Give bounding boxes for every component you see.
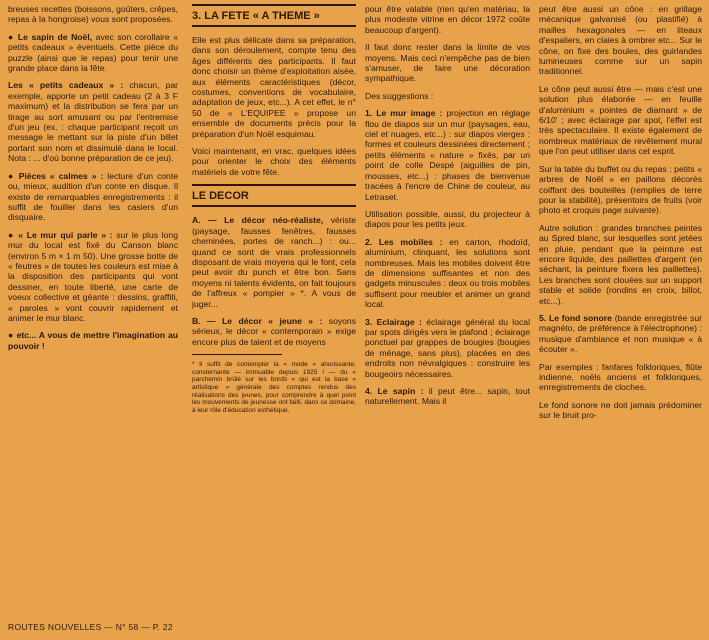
item-imagination: ● etc... A vous de mettre l'imagination au pouvoir ! <box>8 330 178 351</box>
paragraph: Le cône peut aussi être — mais c'est une solution plus élaborée — en feuille d'aluminium « pointes de diamant » de 6/10' ; avec éclairage par spot, l'effet est très spectaculaire. Il existe également de nombreux matériaux de revêtement mural que l'on peut utiliser dans cet esprit. <box>539 83 702 157</box>
paragraph: pour être valable (rien qu'en matériau, la plus modeste vitrine en décor 1972 coûte beaucoup d'argent). <box>365 4 530 35</box>
bullet-icon: ● <box>8 170 15 181</box>
paragraph: Par exemples : fanfares folkloriques, flûte indienne, noëls anciens et folkloriques, enregistrements de cloches. <box>539 361 702 393</box>
suggestion-4: 4. Le sapin : il peut être... sapin, tout naturellement. Mais il <box>365 386 530 407</box>
column-1 <box>8 4 178 358</box>
item-sapin: ● Le sapin de Noël, avec son corollaire « petits cadeaux » éventuels. Cette pièce du puzzle (ainsi que le repas) pour tenir une grande place dans la fête. <box>8 31 178 74</box>
item-mur-qui-parle: ● « Le mur qui parle » : sur le plus long mur du local est fixé du Canson blanc (environ 5 m × 1 m 50). Une grosse botte de « feutres » de toutes les couleurs est mise à la disposition des participants qui vont dessiner, en toute liberté, une carte de voeux collective et géante : dessins, graffiti, « paroles » vont couvrir rapidement et animer le mur blanc. <box>8 229 178 323</box>
suggestion-2: 2. Les mobiles : en carton, rhodoïd, aluminium, clinquant, les solutions sont nombreuses. Mais les mobiles doivent être de dimensions suffisantes et non des gadgets minuscules : deux ou trois mobiles suffisent pour meubler et animer un grand local. <box>365 236 530 310</box>
footnote-divider <box>192 354 282 355</box>
paragraph: breuses recettes (boissons, goûters, crêpes, repas à la hongroise) vous sont proposées. <box>8 4 178 25</box>
bullet-icon: ● <box>8 31 15 42</box>
column-4 <box>539 4 702 428</box>
item-cadeaux: Les « petits cadeaux » : chacun, par exemple, apporte un petit cadeau (2 à 3 F maximum) et la distribution se fera par un tirage au sort amusant ou par l'entremise d'un jeu (ex. : chaque participant reçoit un message le mettant sur la piste d'un billet portant son nom et dissimulé dans le local. Nota : ... d'où bonne préparation de ce jeu). <box>8 80 178 164</box>
paragraph: Elle est plus délicate dans sa préparation, dans son déroulement, compte tenu des âges différents des participants. Il faut donc choisir un thème d'exploitation aisée, aux éléments caractéristiques (décor, costumes, conventions de vocabulaire, adaptation de jeux, etc...). A cet effet, le n° 50 de « L'EQUIPEE » propose un ensemble de documents précis pour la préparation d'un Noël esquimau. <box>192 35 356 139</box>
section-title-decor: LE DECOR <box>192 184 356 207</box>
paragraph: Utilisation possible, aussi, du projecteur à diapos pour les petits jeux. <box>365 208 530 230</box>
column-2 <box>192 4 356 414</box>
paragraph: Voici maintenant, en vrac, quelques idées pour orienter le choix des éléments matériels de votre fête. <box>192 146 356 177</box>
paragraph: Il faut donc rester dans la limite de vos moyens. Mais ceci n'empêche pas de bien s'amuser, de faire une décoration sympathique. <box>365 42 530 84</box>
page-footer: ROUTES NOUVELLES — N° 58 — P. 22 <box>8 622 173 632</box>
bullet-icon: ● <box>8 229 15 240</box>
item-decor-b: B. — Le décor « jeune » : soyons sérieux, le décor « contemporain » exige encore plus de talent et de moyens <box>192 315 357 347</box>
item-pieces-calmes: ● Pièces « calmes » : lecture d'un conte ou, mieux, audition d'un conte en disque. Il existe de remarquables enregistrements : il suffit de fouiller dans les casiers d'un disquaire. <box>8 170 178 223</box>
paragraph: Autre solution : grandes branches peintes au Spred blanc, sur lesquelles sont jetées en pluie, pendant que la peinture est encore liquide, des paillettes d'argent (en séchant, la peinture fixera les paillettes). Les branches sont clouées sur un support stable et solide (rondins en croix, billot, etc...). <box>539 222 702 306</box>
suggestion-3: 3. Eclairage : éclairage général du local par spots dirigés vers le plafond ; éclairage ponctuel par grappes de bougies (bougies de ménage, sans plus), placées en des endroits non névralgiques : construire les bougeoirs nécessaires. <box>365 316 530 379</box>
item-decor-a: A. — Le décor néo-réaliste, vériste (paysage, fausses fenêtres, fausses cheminées, portes de ranch...) : ou... quand ce sont de vrais professionnels disposant de vrais moyens qui le font, cela peut avoir du punch et être bon. Sans moyens ni talents évidents, on fait toujours de l'affreux « pompier » *. A vous de juger... <box>192 215 357 309</box>
section-title-fete: 3. LA FETE « A THEME » <box>192 4 356 27</box>
footnote: * Il suffit de contempler la « mode » ahurissante, consternante — immuable depuis 1925 ! — du « parchemin brûlé sur les bords » qui est la base « artistique » générale des comptes rendus des réalisations des jeunes, pour comprendre à quel point les mouvements de jeunesse ont failli, dans ce domaine, à leur rôle d'éducation esthétique. <box>192 361 356 414</box>
suggestion-1: 1. Le mur image : projection en réglage flou de diapos sur un mur (paysages, eau, ciel et nuages, etc...) : sur diapos vierges : formes et couleurs dessinées directement ; petits éléments « nature » fixés, par un point de colle Despé (aiguilles de pin, mousses, etc...) : phases de bienvenue tracées à l'encre de Chine de couleur, au Letraset. <box>365 108 531 202</box>
bullet-icon: ● <box>8 330 14 341</box>
paragraph: peut être aussi un cône : en grillage mécanique galvanisé (ou plastifié) à mailles hexagonales — en liteaux d'espaliers, en claies à ombrer etc... Sur le cône, on fixe des boules, des guirlandes lumineuses comme sur un sapin traditionnel. <box>539 4 702 77</box>
paragraph: Sur la table du buffet ou du repas : petits « arbres de Noël » en paillons décorés coiffant des bouteilles (remplies de terre pour la stabilité), présentoirs de fruits (voir photo et croquis page suivante). <box>539 163 702 216</box>
suggestions-heading: Des suggestions : <box>365 90 434 101</box>
column-3 <box>365 4 530 414</box>
paragraph: Le fond sonore ne doit jamais prédominer sur le bruit pro- <box>539 399 702 421</box>
suggestion-5: 5. Le fond sonore (bande enregistrée sur magnéto, de préférence à l'électrophone) : musique d'ambiance et non musique « à écouter ». <box>539 312 703 355</box>
